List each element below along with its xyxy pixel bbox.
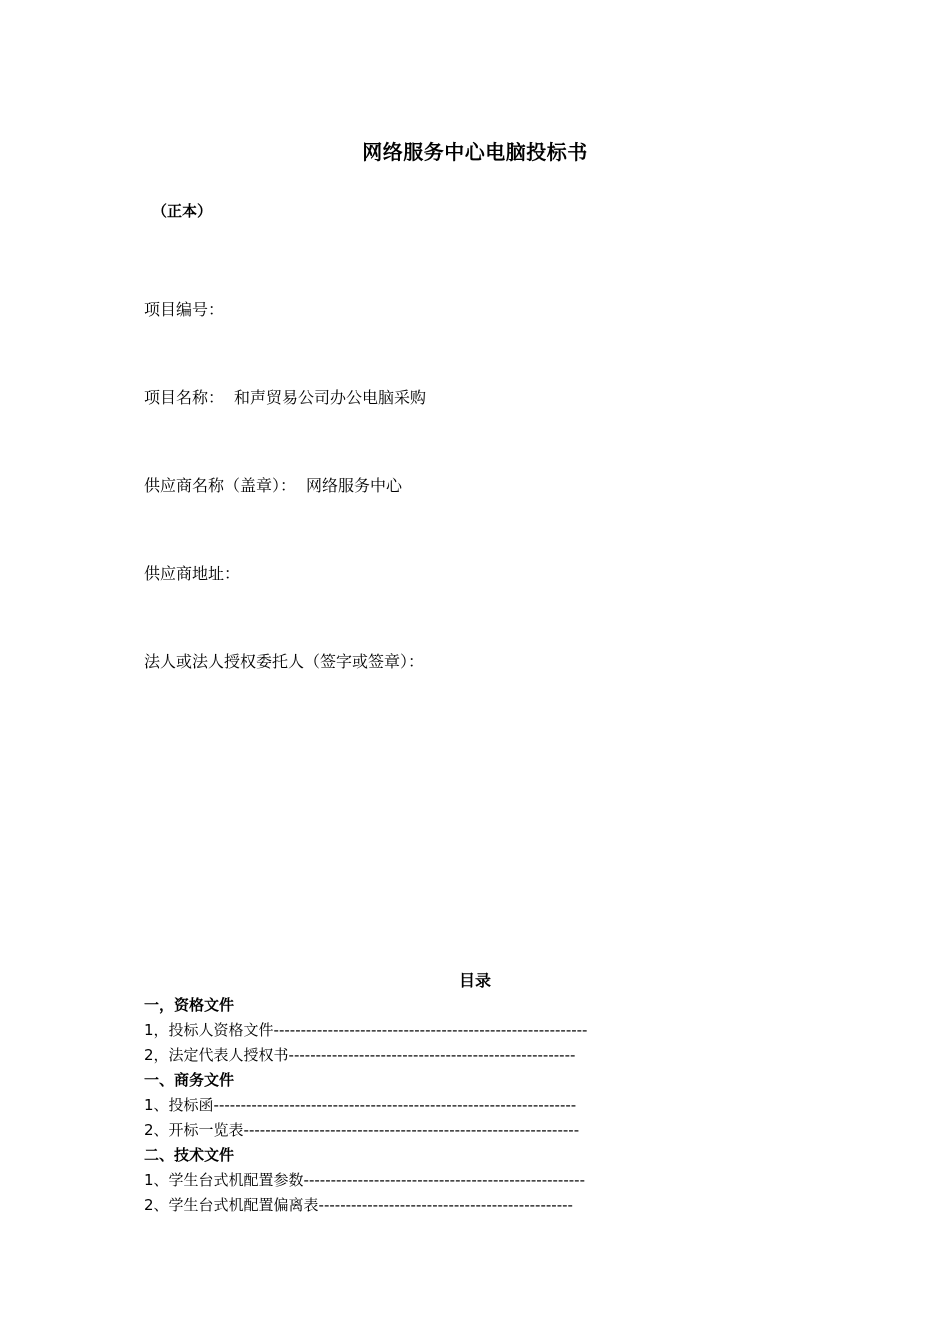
field-supplier-name — [144, 473, 402, 496]
field-value: 网络服务中心 — [306, 476, 403, 495]
table-of-contents — [144, 968, 806, 1218]
toc-item: 2、学生台式机配置偏离表----------------------------------------------- — [144, 1196, 573, 1214]
toc-item: 1，投标人资格文件---------------------------------------------------------- — [144, 1021, 588, 1039]
field-label: 法人或法人授权委托人（签字或签章）： — [144, 652, 425, 671]
toc-item: 2，法定代表人授权书----------------------------------------------------- — [144, 1046, 576, 1064]
toc-item: 2、开标一览表-------------------------------------------------------------- — [144, 1121, 580, 1139]
field-legal-representative — [144, 649, 434, 672]
field-project-name — [144, 385, 426, 408]
edition-label: （正本） — [152, 202, 213, 220]
toc-section: 一、商务文件 — [144, 1071, 235, 1089]
toc-section: 一，资格文件 — [144, 996, 235, 1014]
field-value: 和声贸易公司办公电脑采购 — [234, 388, 427, 407]
field-label: 项目编号： — [144, 300, 225, 319]
document-title: 网络服务中心电脑投标书 — [362, 140, 588, 164]
field-label: 供应商地址： — [144, 564, 241, 583]
toc-item: 1、投标函------------------------------------------------------------------- — [144, 1096, 577, 1114]
toc-title: 目录 — [458, 971, 491, 990]
field-supplier-address — [144, 561, 250, 584]
toc-section: 二、技术文件 — [144, 1146, 235, 1164]
field-project-number — [144, 297, 234, 320]
toc-item: 1、学生台式机配置参数---------------------------------------------------- — [144, 1171, 585, 1189]
field-label: 项目名称： — [144, 388, 225, 407]
field-label: 供应商名称（盖章）： — [144, 476, 297, 495]
